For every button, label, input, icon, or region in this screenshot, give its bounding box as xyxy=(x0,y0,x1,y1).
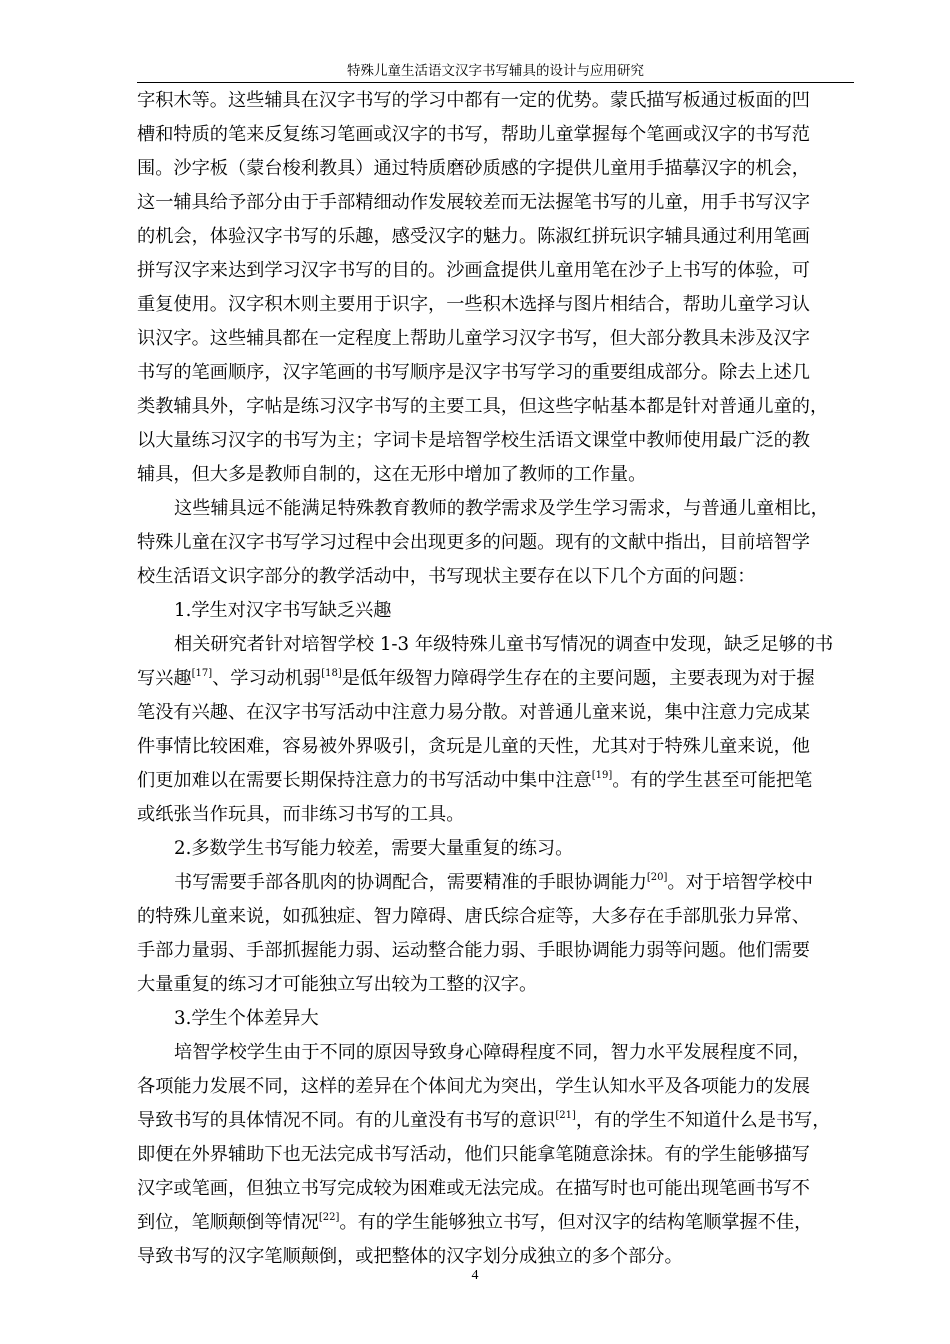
text-segment: 书写需要手部各肌肉的协调配合，需要精准的手眼协调能力 xyxy=(174,872,647,893)
text-line: 各项能力发展不同，这样的差异在个体间尤为突出，学生认知水平及各项能力的发展 xyxy=(137,1076,810,1097)
text-line: 汉字或笔画，但独立书写完成较为困难或无法完成。在描写时也可能出现笔画书写不 xyxy=(137,1178,810,1199)
text-line: 书写的笔画顺序，汉字笔画的书写顺序是汉字书写学习的重要组成部分。除去上述几 xyxy=(137,362,810,383)
paragraph-first-line: 这些辅具远不能满足特殊教育教师的教学需求及学生学习需求，与普通儿童相比， xyxy=(174,498,829,519)
text-line: 件事情比较困难，容易被外界吸引，贪玩是儿童的天性，尤其对于特殊儿童来说，他 xyxy=(137,736,810,757)
text-segment: 。有的学生甚至可能把笔 xyxy=(612,770,813,791)
text-segment: 。有的学生能够独立书写，但对汉字的结构笔顺掌握不佳， xyxy=(339,1212,813,1233)
text-line-with-citations xyxy=(137,662,868,696)
text-segment: 导致书写的具体情况不同。有的儿童没有书写的意识 xyxy=(137,1110,556,1131)
text-line: 大量重复的练习才可能独立写出较为工整的汉字。 xyxy=(137,974,538,995)
text-line: 辅具，但大多是教师自制的，这在无形中增加了教师的工作量。 xyxy=(137,464,647,485)
text-segment: 们更加难以在需要长期保持注意力的书写活动中集中注意 xyxy=(137,770,592,791)
section-heading-1: 1.学生对汉字书写缺乏兴趣 xyxy=(174,600,392,621)
running-header: 特殊儿童生活语文汉字书写辅具的设计与应用研究 xyxy=(347,63,644,79)
body-text xyxy=(137,84,868,1274)
text-line: 拼写汉字来达到学习汉字书写的目的。沙画盒提供儿童用笔在沙子上书写的体验，可 xyxy=(137,260,810,281)
page-number: 4 xyxy=(471,1268,479,1283)
text-line: 类教辅具外，字帖是练习汉字书写的主要工具，但这些字帖基本都是针对普通儿童的， xyxy=(137,396,829,417)
text-line-with-citation xyxy=(137,866,868,900)
citation-17: [17] xyxy=(191,668,213,679)
text-segment: 写兴趣 xyxy=(137,668,192,689)
text-line-with-citation xyxy=(137,764,868,798)
section-heading-3: 3.学生个体差异大 xyxy=(174,1008,319,1029)
text-line: 或纸张当作玩具，而非练习书写的工具。 xyxy=(137,804,465,825)
citation-21: [21] xyxy=(555,1110,576,1121)
paragraph-first-line: 相关研究者针对培智学校 1-3 年级特殊儿童书写情况的调查中发现，缺乏足够的书 xyxy=(174,634,834,655)
text-segment: ，有的学生不知道什么是书写， xyxy=(575,1110,831,1131)
text-line: 的机会，体验汉字书写的乐趣，感受汉字的魅力。陈淑红拼玩识字辅具通过利用笔画 xyxy=(137,226,810,247)
text-line-with-citation xyxy=(137,1206,868,1240)
text-line: 手部力量弱、手部抓握能力弱、运动整合能力弱、手眼协调能力弱等问题。他们需要 xyxy=(137,940,810,961)
paragraph-first-line: 培智学校学生由于不同的原因导致身心障碍程度不同，智力水平发展程度不同， xyxy=(174,1042,811,1063)
text-line: 识汉字。这些辅具都在一定程度上帮助儿童学习汉字书写，但大部分教具未涉及汉字 xyxy=(137,328,810,349)
text-line: 字积木等。这些辅具在汉字书写的学习中都有一定的优势。蒙氏描写板通过板面的凹 xyxy=(137,90,810,111)
header-rule xyxy=(137,82,854,83)
text-line-with-citation xyxy=(137,1104,868,1138)
citation-22: [22] xyxy=(318,1212,340,1223)
text-line: 的特殊儿童来说，如孤独症、智力障碍、唐氏综合症等，大多存在手部肌张力异常、 xyxy=(137,906,810,927)
text-line: 笔没有兴趣、在汉字书写活动中注意力易分散。对普通儿童来说，集中注意力完成某 xyxy=(137,702,810,723)
citation-20: [20] xyxy=(646,872,668,883)
text-segment: 、学习动机弱 xyxy=(212,668,322,689)
text-line: 即便在外界辅助下也无法完成书写活动，他们只能拿笔随意涂抹。有的学生能够描写 xyxy=(137,1144,810,1165)
text-line: 围。沙字板（蒙台梭利教具）通过特质磨砂质感的字提供儿童用手描摹汉字的机会， xyxy=(137,158,810,179)
text-line: 特殊儿童在汉字书写学习过程中会出现更多的问题。现有的文献中指出，目前培智学 xyxy=(137,532,810,553)
text-segment: 。对于培智学校中 xyxy=(667,872,813,893)
text-line: 导致书写的汉字笔顺颠倒，或把整体的汉字划分成独立的多个部分。 xyxy=(137,1246,683,1267)
section-heading-2: 2.多数学生书写能力较差，需要大量重复的练习。 xyxy=(174,838,574,859)
text-line: 重复使用。汉字积木则主要用于识字，一些积木选择与图片相结合，帮助儿童学习认 xyxy=(137,294,810,315)
text-line: 以大量练习汉字的书写为主；字词卡是培智学校生活语文课堂中教师使用最广泛的教 xyxy=(137,430,810,451)
text-segment: 到位，笔顺颠倒等情况 xyxy=(137,1212,319,1233)
text-line: 校生活语文识字部分的教学活动中，书写现状主要存在以下几个方面的问题： xyxy=(137,566,756,587)
text-line: 这一辅具给予部分由于手部精细动作发展较差而无法握笔书写的儿童，用手书写汉字 xyxy=(137,192,810,213)
citation-19: [19] xyxy=(591,770,613,781)
citation-18: [18] xyxy=(321,668,342,679)
text-line: 槽和特质的笔来反复练习笔画或汉字的书写，帮助儿童掌握每个笔画或汉字的书写范 xyxy=(137,124,810,145)
text-segment: 是低年级智力障碍学生存在的主要问题，主要表现为对于握 xyxy=(341,668,815,689)
